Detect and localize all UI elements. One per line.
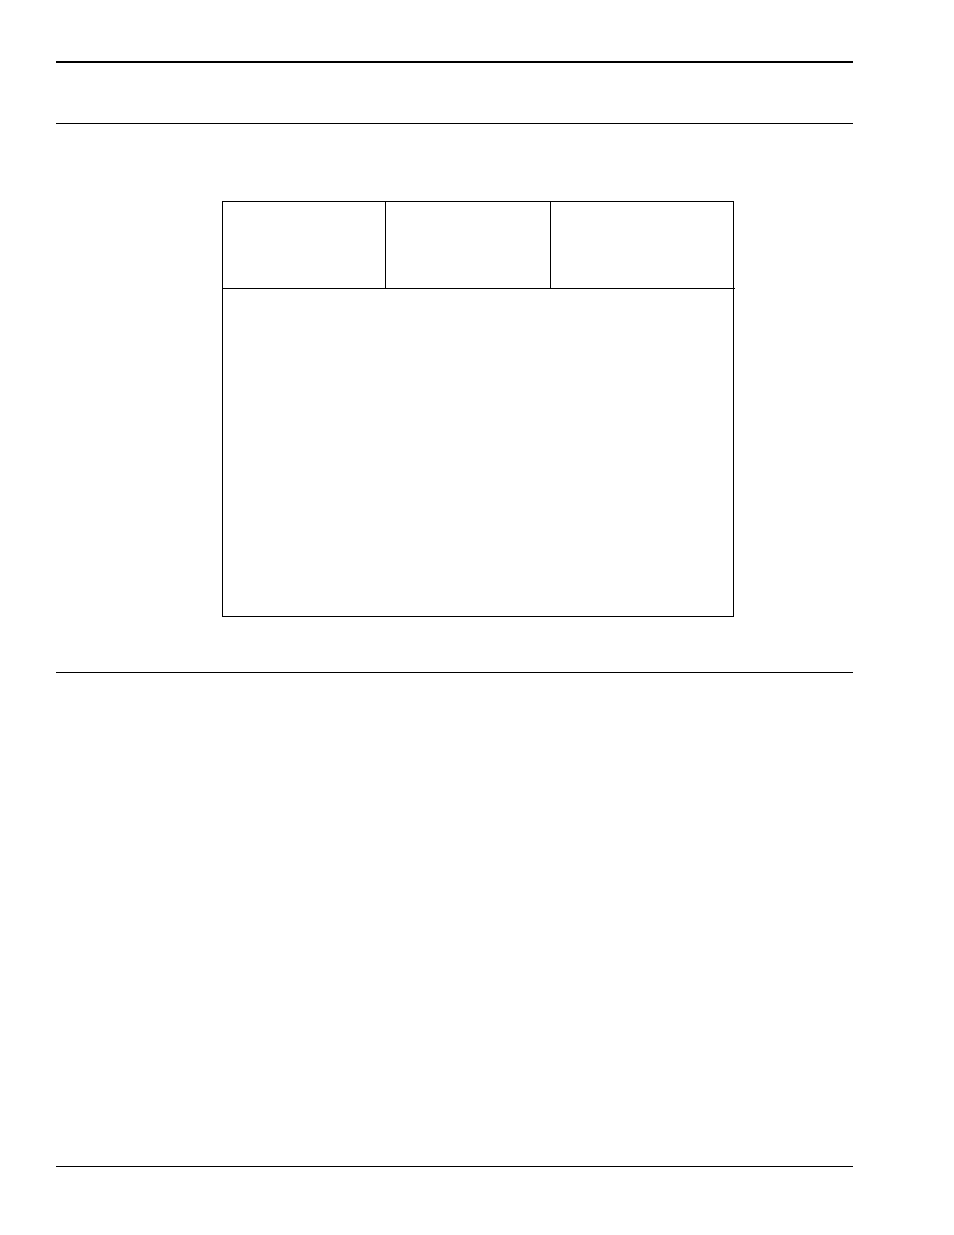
metrics-column-amp	[551, 202, 735, 288]
analyzer-screen	[222, 201, 734, 617]
top-rule	[56, 61, 853, 63]
title-rule	[56, 123, 853, 124]
figure-bottom-rule	[56, 672, 853, 673]
metrics-column-iq	[386, 202, 551, 288]
metrics-column-evm	[223, 202, 386, 288]
metrics-panel	[223, 202, 735, 289]
page-bottom-rule	[56, 1166, 853, 1167]
